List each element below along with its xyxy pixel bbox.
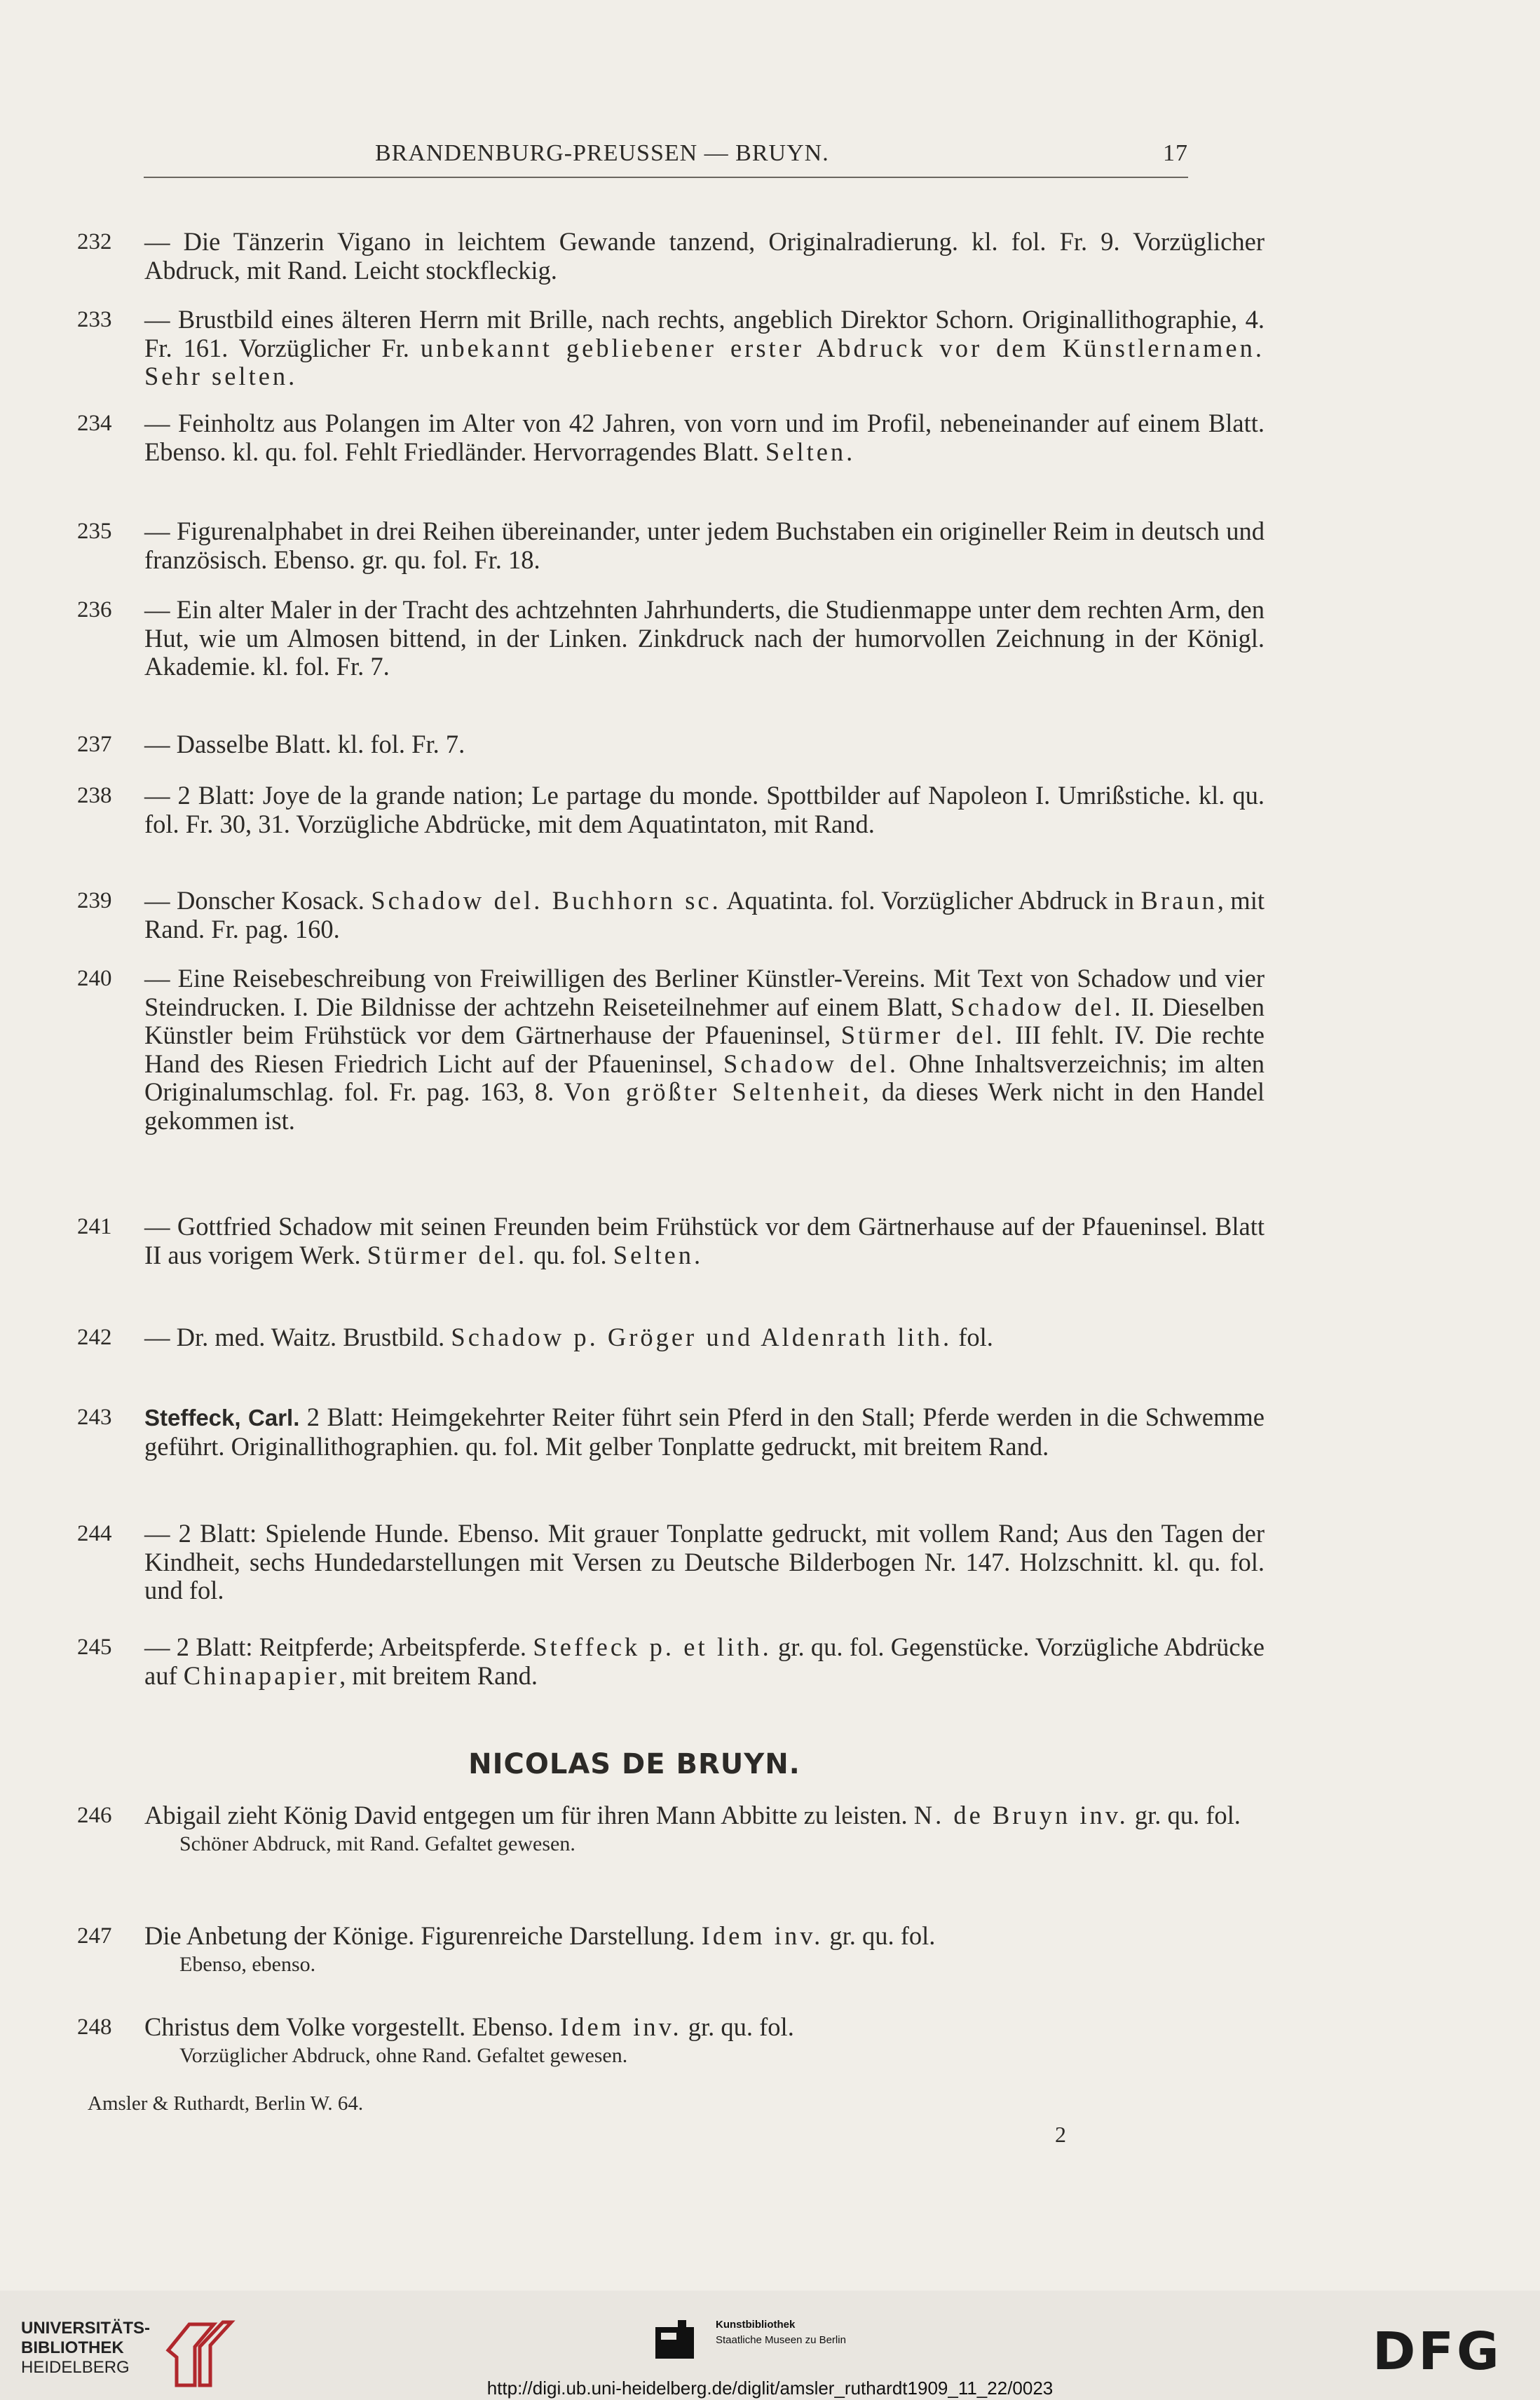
sheet-signature: 2 xyxy=(1055,2122,1066,2147)
entry-number: 238 xyxy=(77,783,112,808)
spaced-emphasis: Chinapapier xyxy=(183,1661,340,1690)
spaced-emphasis: Braun xyxy=(1140,886,1218,915)
entry-text: Die Anbetung der Könige. Figurenreiche Darstellung. Idem inv. gr. qu. fol. Ebenso, ebenso. xyxy=(144,1922,1265,1979)
entry-number: 232 xyxy=(77,229,112,254)
entry-text: — Figurenalphabet in drei Reihen übereinander, unter jedem Buchstaben ein origineller Reim in deutsch und französisch. Ebenso. gr. qu. fol. Fr. 18. xyxy=(144,517,1265,574)
entry-text: — Dr. med. Waitz. Brustbild. Schadow p. Gröger und Aldenrath lith. fol. xyxy=(144,1323,993,1351)
spaced-emphasis: Stürmer del. xyxy=(840,1021,1005,1049)
entry-text: — 2 Blatt: Reitpferde; Arbeitspferde. Steffeck p. et lith. gr. qu. fol. Gegenstücke. Vorzügliche Abdrücke auf Chinapapier, mit breitem Rand. xyxy=(144,1632,1265,1690)
kunstbibliothek-wordmark: Kunstbibliothek Staatliche Museen zu Berlin xyxy=(716,2319,846,2346)
section-title: NICOLAS DE BRUYN. xyxy=(468,1748,800,1780)
entry-number: 234 xyxy=(77,411,112,436)
entry-text: — Brustbild eines älteren Herrn mit Brille, nach rechts, angeblich Direktor Schorn. Originallithographie, 4. Fr. 161. Vorzüglicher Fr. unbekannt gebliebener erster Abdruck vor dem Künstlernamen. Sehr selten. xyxy=(144,305,1265,390)
entry-note: Ebenso, ebenso. xyxy=(179,1952,316,1976)
entry-text: — Eine Reisebeschreibung von Freiwilligen des Berliner Künstler-Vereins. Mit Text von Schadow und vier Steindrucken. I. Die Bildnisse der achtzehn Reiseteilnehmer auf einem Blatt, Schadow del. II. Dieselben Künstler beim Frühstück vor dem Gärtnerhause der Pfaueninsel, Stürmer del. III fehlt. IV. Die rechte Hand des Riesen Friedrich Licht auf der Pfaueninsel, Schadow del. Ohne Inhaltsverzeichnis; im alten Originalumschlag. fol. Fr. pag. 163, 8. Von größter Seltenheit, da dieses Werk nicht in den Handel gekommen ist. xyxy=(144,964,1265,1135)
entry-text: — 2 Blatt: Spielende Hunde. Ebenso. Mit grauer Tonplatte gedruckt, mit vollem Rand; Aus den Tagen der Kindheit, sechs Hundedarstellungen mit Versen zu Deutsche Bilderbogen Nr. 147. Holzschnitt. kl. qu. fol. und fol. xyxy=(144,1519,1265,1604)
page-number: 17 xyxy=(1163,140,1188,166)
header-rule xyxy=(144,177,1188,178)
spaced-emphasis: Idem inv. xyxy=(701,1921,824,1950)
entry-number: 235 xyxy=(77,519,112,544)
entry-number: 242 xyxy=(77,1325,112,1350)
ub-heidelberg-wordmark: UNIVERSITÄTS- BIBLIOTHEK HEIDELBERG xyxy=(21,2319,151,2377)
entry-text: Christus dem Volke vorgestellt. Ebenso. Idem inv. gr. qu. fol. Vorzüglicher Abdruck, ohne Rand. Gefaltet gewesen. xyxy=(144,2013,1265,2070)
artist-name: Steffeck, Carl. xyxy=(144,1405,300,1431)
printer-imprint: Amsler & Ruthardt, Berlin W. 64. xyxy=(88,2092,364,2115)
entry-text: — 2 Blatt: Joye de la grande nation; Le partage du monde. Spottbilder auf Napoleon I. Umrißstiche. kl. qu. fol. Fr. 30, 31. Vorzügliche Abdrücke, mit dem Aquatintaton, mit Rand. xyxy=(144,781,1265,838)
digitization-footer xyxy=(0,2291,1540,2400)
entry-text: — Gottfried Schadow mit seinen Freunden beim Frühstück vor dem Gärtnerhause auf der Pfaueninsel. Blatt II aus vorigem Werk. Stürmer del. qu. fol. Selten. xyxy=(144,1212,1265,1269)
entry-text: — Die Tänzerin Vigano in leichtem Gewande tanzend, Originalradierung. kl. fol. Fr. 9. Vorzüglicher Abdruck, mit Rand. Leicht stockfleckig. xyxy=(144,227,1265,285)
spaced-emphasis: Schadow p. Gröger und Aldenrath lith. xyxy=(451,1323,953,1351)
header-title: BRANDENBURG-PREUSSEN — BRUYN. xyxy=(375,140,829,166)
entry-number: 240 xyxy=(77,966,112,991)
entry-number: 243 xyxy=(77,1405,112,1430)
entry-text: — Dasselbe Blatt. kl. fol. Fr. 7. xyxy=(144,730,465,758)
spaced-emphasis: Stürmer del. xyxy=(367,1240,528,1269)
kunstbibliothek-mark-icon xyxy=(655,2320,694,2359)
kunstbibliothek-logo[interactable] xyxy=(655,2312,908,2361)
entry-text: Steffeck, Carl. 2 Blatt: Heimgekehrter Reiter führt sein Pferd in den Stall; Pferde werden in die Schwemme geführt. Originallithographien. qu. fol. Mit gelber Tonplatte gedruckt, mit breitem Rand. xyxy=(144,1403,1265,1461)
entry-number: 241 xyxy=(77,1214,112,1239)
spaced-emphasis: Schadow del. xyxy=(950,992,1124,1021)
dfg-logo[interactable]: DFG xyxy=(1372,2321,1502,2382)
entry-number: 233 xyxy=(77,307,112,332)
permalink-url[interactable]: http://digi.ub.uni-heidelberg.de/diglit/amsler_ruthardt1909_11_22/0023 xyxy=(486,2378,1054,2399)
entry-number: 239 xyxy=(77,888,112,913)
spaced-emphasis: N. de Bruyn inv. xyxy=(913,1801,1129,1829)
spaced-emphasis: Selten. xyxy=(613,1240,704,1269)
spaced-emphasis: Selten. xyxy=(765,437,856,466)
spaced-emphasis: Idem inv. xyxy=(560,2012,682,2041)
entry-number: 244 xyxy=(77,1521,112,1546)
entry-text: Abigail zieht König David entgegen um für ihren Mann Abbitte zu leisten. N. de Bruyn inv. gr. qu. fol. Schöner Abdruck, mit Rand. Gefaltet gewesen. xyxy=(144,1801,1265,1858)
entry-text: — Feinholtz aus Polangen im Alter von 42 Jahren, von vorn und im Profil, nebeneinander auf einem Blatt. Ebenso. kl. qu. fol. Fehlt Friedländer. Hervorragendes Blatt. Selten. xyxy=(144,409,1265,466)
entry-number: 246 xyxy=(77,1803,112,1828)
running-header xyxy=(144,140,1188,175)
spaced-emphasis: Von größter Seltenheit, xyxy=(564,1077,872,1106)
spaced-emphasis: unbekannt gebliebener erster Abdruck vor dem Künstlernamen. Sehr selten. xyxy=(144,333,1265,390)
entry-number: 236 xyxy=(77,597,112,622)
entry-note: Schöner Abdruck, mit Rand. Gefaltet gewesen. xyxy=(179,1832,575,1855)
entry-number: 248 xyxy=(77,2014,112,2040)
spaced-emphasis: Schadow del. Buchhorn sc. xyxy=(371,886,721,915)
entry-text: — Ein alter Maler in der Tracht des achtzehnten Jahrhunderts, die Studienmappe unter dem rechten Arm, den Hut, wie um Almosen bittend, in der Linken. Zinkdruck nach der humorvollen Zeichnung in der Königl. Akademie. kl. fol. Fr. 7. xyxy=(144,595,1265,681)
entry-number: 245 xyxy=(77,1635,112,1660)
entry-note: Vorzüglicher Abdruck, ohne Rand. Gefaltet gewesen. xyxy=(179,2043,628,2067)
spaced-emphasis: Schadow del. xyxy=(723,1049,899,1078)
entry-number: 237 xyxy=(77,732,112,757)
entry-text: — Donscher Kosack. Schadow del. Buchhorn sc. Aquatinta. fol. Vorzüglicher Abdruck in Braun, mit Rand. Fr. pag. 160. xyxy=(144,886,1265,943)
spaced-emphasis: Steffeck p. et lith. xyxy=(533,1632,772,1661)
entry-number: 247 xyxy=(77,1923,112,1949)
